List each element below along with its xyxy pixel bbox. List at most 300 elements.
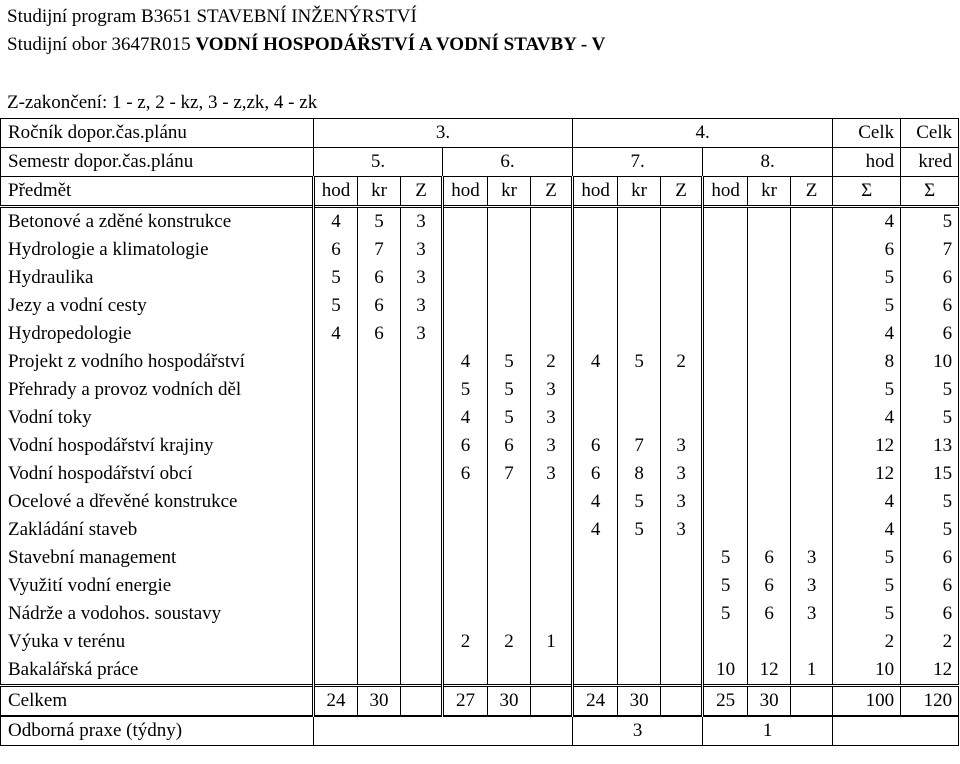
table-cell: 5 bbox=[358, 207, 401, 237]
table-cell bbox=[488, 656, 531, 686]
subject-total-hours: 12 bbox=[833, 432, 901, 460]
column-header-row bbox=[1, 177, 959, 207]
subject-total-hours: 5 bbox=[833, 292, 901, 320]
table-cell bbox=[791, 432, 833, 460]
sum-header: Σ bbox=[901, 177, 959, 207]
table-cell bbox=[531, 207, 573, 237]
table-cell: 3 bbox=[531, 432, 573, 460]
table-cell bbox=[573, 544, 618, 572]
table-cell: 3 bbox=[661, 460, 703, 488]
year-4: 4. bbox=[573, 119, 833, 148]
column-header-hod: hod bbox=[314, 177, 358, 207]
table-cell bbox=[618, 544, 661, 572]
subject-name: Bakalářská práce bbox=[1, 656, 314, 686]
study-plan-table bbox=[0, 118, 959, 746]
table-row bbox=[1, 376, 959, 404]
table-cell: 6 bbox=[443, 432, 488, 460]
table-cell bbox=[488, 544, 531, 572]
table-cell bbox=[618, 572, 661, 600]
subject-total-hours: 4 bbox=[833, 320, 901, 348]
table-cell bbox=[531, 572, 573, 600]
subject-total-hours: 4 bbox=[833, 488, 901, 516]
subject-name: Vodní hospodářství krajiny bbox=[1, 432, 314, 460]
year-3: 3. bbox=[314, 119, 573, 148]
table-cell bbox=[573, 572, 618, 600]
subject-name: Vodní hospodářství obcí bbox=[1, 460, 314, 488]
table-cell bbox=[488, 488, 531, 516]
subject-name: Hydrologie a klimatologie bbox=[1, 236, 314, 264]
table-cell bbox=[618, 404, 661, 432]
table-cell bbox=[661, 404, 703, 432]
completion-legend: Z-zakončení: 1 - z, 2 - kz, 3 - z,zk, 4 - zk bbox=[7, 92, 318, 113]
table-cell bbox=[703, 348, 748, 376]
subject-total-credits: 10 bbox=[901, 348, 959, 376]
total-cell: 30 bbox=[618, 686, 661, 717]
subject-total-hours: 4 bbox=[833, 207, 901, 237]
semester-7: 7. bbox=[573, 148, 703, 177]
column-header-z: Z bbox=[661, 177, 703, 207]
total-cell: 24 bbox=[573, 686, 618, 717]
subject-total-credits: 7 bbox=[901, 236, 959, 264]
table-cell: 1 bbox=[531, 628, 573, 656]
table-cell bbox=[358, 628, 401, 656]
table-cell bbox=[443, 207, 488, 237]
table-cell bbox=[791, 404, 833, 432]
table-cell bbox=[661, 628, 703, 656]
table-cell: 3 bbox=[401, 236, 443, 264]
column-header-hod: hod bbox=[573, 177, 618, 207]
column-header-hod: hod bbox=[703, 177, 748, 207]
table-cell bbox=[748, 516, 791, 544]
table-cell: 6 bbox=[488, 432, 531, 460]
table-cell bbox=[358, 488, 401, 516]
table-cell bbox=[791, 292, 833, 320]
subject-total-credits: 6 bbox=[901, 572, 959, 600]
table-cell bbox=[703, 264, 748, 292]
field-title bbox=[7, 34, 605, 56]
table-cell: 6 bbox=[748, 544, 791, 572]
table-cell bbox=[358, 544, 401, 572]
table-cell bbox=[703, 432, 748, 460]
table-cell bbox=[443, 572, 488, 600]
table-cell bbox=[314, 600, 358, 628]
table-cell: 4 bbox=[573, 348, 618, 376]
table-cell bbox=[531, 516, 573, 544]
practice-row-label: Odborná praxe (týdny) bbox=[1, 716, 314, 746]
semester-6: 6. bbox=[443, 148, 573, 177]
table-row bbox=[1, 432, 959, 460]
table-row bbox=[1, 236, 959, 264]
table-cell bbox=[358, 432, 401, 460]
table-cell bbox=[401, 544, 443, 572]
table-cell bbox=[531, 656, 573, 686]
table-cell bbox=[661, 320, 703, 348]
table-cell bbox=[703, 207, 748, 237]
table-cell bbox=[703, 460, 748, 488]
table-cell bbox=[791, 264, 833, 292]
total-credits-header-2: kred bbox=[901, 148, 959, 177]
subject-total-credits: 6 bbox=[901, 320, 959, 348]
table-cell bbox=[573, 404, 618, 432]
total-credits-header-1: Celk bbox=[901, 119, 959, 148]
subject-total-credits: 5 bbox=[901, 376, 959, 404]
table-cell bbox=[314, 460, 358, 488]
subject-total-hours: 2 bbox=[833, 628, 901, 656]
practice-semester-8: 1 bbox=[703, 716, 833, 746]
subject-total-hours: 5 bbox=[833, 572, 901, 600]
table-cell bbox=[618, 376, 661, 404]
table-cell bbox=[401, 600, 443, 628]
subject-name: Stavební management bbox=[1, 544, 314, 572]
table-cell bbox=[443, 516, 488, 544]
table-cell bbox=[618, 264, 661, 292]
table-cell bbox=[358, 516, 401, 544]
table-row bbox=[1, 544, 959, 572]
column-header-kr: kr bbox=[488, 177, 531, 207]
table-cell: 6 bbox=[358, 320, 401, 348]
table-cell bbox=[791, 488, 833, 516]
field-title-prefix: Studijní obor 3647R015 bbox=[7, 34, 196, 55]
subject-total-credits: 6 bbox=[901, 544, 959, 572]
table-cell bbox=[573, 236, 618, 264]
semester-row bbox=[1, 148, 959, 177]
table-cell bbox=[573, 656, 618, 686]
subject-total-credits: 6 bbox=[901, 264, 959, 292]
table-cell bbox=[531, 264, 573, 292]
subject-total-credits: 13 bbox=[901, 432, 959, 460]
table-cell bbox=[661, 656, 703, 686]
total-cell: 30 bbox=[358, 686, 401, 717]
table-cell bbox=[748, 488, 791, 516]
column-header-kr: kr bbox=[618, 177, 661, 207]
subject-name: Výuka v terénu bbox=[1, 628, 314, 656]
subject-name: Jezy a vodní cesty bbox=[1, 292, 314, 320]
subject-name: Přehrady a provoz vodních děl bbox=[1, 376, 314, 404]
table-cell: 4 bbox=[573, 516, 618, 544]
table-cell bbox=[358, 460, 401, 488]
table-cell: 3 bbox=[791, 572, 833, 600]
table-cell bbox=[401, 516, 443, 544]
table-cell bbox=[488, 236, 531, 264]
total-row-label: Celkem bbox=[1, 686, 314, 717]
table-cell: 2 bbox=[531, 348, 573, 376]
table-cell bbox=[401, 376, 443, 404]
table-cell bbox=[358, 572, 401, 600]
subject-total-credits: 5 bbox=[901, 207, 959, 237]
table-cell bbox=[314, 432, 358, 460]
table-cell bbox=[703, 488, 748, 516]
column-header-kr: kr bbox=[358, 177, 401, 207]
table-cell bbox=[358, 348, 401, 376]
table-cell bbox=[358, 600, 401, 628]
table-cell bbox=[618, 600, 661, 628]
table-cell bbox=[573, 207, 618, 237]
table-cell: 3 bbox=[531, 376, 573, 404]
subject-column-header: Předmět bbox=[1, 177, 314, 207]
table-cell bbox=[748, 460, 791, 488]
table-cell bbox=[748, 236, 791, 264]
table-cell: 5 bbox=[618, 516, 661, 544]
total-cell: 24 bbox=[314, 686, 358, 717]
table-cell bbox=[314, 488, 358, 516]
subject-total-credits: 5 bbox=[901, 488, 959, 516]
subject-name: Nádrže a vodohos. soustavy bbox=[1, 600, 314, 628]
table-cell bbox=[618, 236, 661, 264]
grand-total-hours: 100 bbox=[833, 686, 901, 717]
table-cell bbox=[661, 544, 703, 572]
total-hours-header-1: Celk bbox=[833, 119, 901, 148]
table-row bbox=[1, 348, 959, 376]
total-cell: 30 bbox=[748, 686, 791, 717]
table-cell: 5 bbox=[488, 376, 531, 404]
table-cell bbox=[748, 207, 791, 237]
subject-total-hours: 10 bbox=[833, 656, 901, 686]
table-cell bbox=[661, 207, 703, 237]
column-header-z: Z bbox=[791, 177, 833, 207]
table-cell bbox=[748, 432, 791, 460]
table-cell bbox=[531, 236, 573, 264]
table-cell: 3 bbox=[401, 207, 443, 237]
table-cell bbox=[618, 320, 661, 348]
total-row bbox=[1, 686, 959, 717]
table-cell bbox=[488, 320, 531, 348]
table-cell: 6 bbox=[314, 236, 358, 264]
table-cell bbox=[748, 292, 791, 320]
practice-row bbox=[1, 716, 959, 746]
table-cell: 5 bbox=[703, 572, 748, 600]
table-cell bbox=[703, 292, 748, 320]
table-cell bbox=[488, 292, 531, 320]
table-cell: 5 bbox=[618, 348, 661, 376]
subject-total-credits: 15 bbox=[901, 460, 959, 488]
table-cell bbox=[443, 320, 488, 348]
table-cell: 7 bbox=[618, 432, 661, 460]
table-cell bbox=[748, 376, 791, 404]
subject-name: Využití vodní energie bbox=[1, 572, 314, 600]
table-cell: 3 bbox=[531, 460, 573, 488]
table-cell: 5 bbox=[314, 292, 358, 320]
table-cell: 7 bbox=[358, 236, 401, 264]
subject-total-hours: 5 bbox=[833, 544, 901, 572]
subject-total-credits: 2 bbox=[901, 628, 959, 656]
table-cell: 4 bbox=[314, 320, 358, 348]
table-cell bbox=[661, 572, 703, 600]
table-cell bbox=[791, 460, 833, 488]
table-row bbox=[1, 404, 959, 432]
table-cell bbox=[401, 460, 443, 488]
table-cell bbox=[618, 628, 661, 656]
table-cell bbox=[791, 376, 833, 404]
table-row bbox=[1, 207, 959, 237]
table-cell: 12 bbox=[748, 656, 791, 686]
table-cell bbox=[314, 572, 358, 600]
table-cell: 3 bbox=[661, 488, 703, 516]
subject-total-hours: 4 bbox=[833, 404, 901, 432]
table-cell bbox=[573, 376, 618, 404]
table-cell bbox=[531, 600, 573, 628]
table-cell bbox=[401, 656, 443, 686]
subject-name: Zakládání staveb bbox=[1, 516, 314, 544]
program-title: Studijní program B3651 STAVEBNÍ INŽENÝRSTVÍ bbox=[7, 6, 417, 27]
subject-total-hours: 6 bbox=[833, 236, 901, 264]
table-cell bbox=[401, 488, 443, 516]
table-cell bbox=[531, 320, 573, 348]
year-row bbox=[1, 119, 959, 148]
table-cell bbox=[573, 320, 618, 348]
table-cell: 6 bbox=[748, 572, 791, 600]
total-cell bbox=[791, 686, 833, 717]
table-cell bbox=[314, 628, 358, 656]
column-header-hod: hod bbox=[443, 177, 488, 207]
table-cell bbox=[791, 348, 833, 376]
table-cell bbox=[661, 264, 703, 292]
table-cell bbox=[488, 600, 531, 628]
table-cell: 6 bbox=[358, 264, 401, 292]
table-cell bbox=[791, 516, 833, 544]
table-cell bbox=[791, 320, 833, 348]
table-row bbox=[1, 572, 959, 600]
table-cell: 6 bbox=[573, 432, 618, 460]
table-cell: 6 bbox=[573, 460, 618, 488]
table-cell: 4 bbox=[573, 488, 618, 516]
subject-total-hours: 8 bbox=[833, 348, 901, 376]
table-cell: 2 bbox=[443, 628, 488, 656]
table-cell bbox=[703, 516, 748, 544]
table-cell bbox=[618, 656, 661, 686]
table-cell: 3 bbox=[791, 544, 833, 572]
practice-empty-cell bbox=[314, 716, 573, 746]
table-cell bbox=[748, 264, 791, 292]
total-cell: 30 bbox=[488, 686, 531, 717]
table-cell: 3 bbox=[661, 432, 703, 460]
table-cell bbox=[573, 264, 618, 292]
table-cell bbox=[703, 404, 748, 432]
table-cell: 5 bbox=[703, 600, 748, 628]
semester-row-label: Semestr dopor.čas.plánu bbox=[1, 148, 314, 177]
table-cell bbox=[488, 264, 531, 292]
column-header-kr: kr bbox=[748, 177, 791, 207]
table-cell: 5 bbox=[488, 348, 531, 376]
subject-total-credits: 6 bbox=[901, 600, 959, 628]
table-cell bbox=[358, 656, 401, 686]
semester-5: 5. bbox=[314, 148, 443, 177]
subject-name: Betonové a zděné konstrukce bbox=[1, 207, 314, 237]
subject-total-hours: 5 bbox=[833, 264, 901, 292]
table-row bbox=[1, 320, 959, 348]
table-cell: 3 bbox=[401, 264, 443, 292]
table-cell bbox=[531, 292, 573, 320]
table-cell bbox=[791, 236, 833, 264]
field-title-name: VODNÍ HOSPODÁŘSTVÍ A VODNÍ STAVBY - V bbox=[195, 34, 606, 55]
table-cell bbox=[531, 488, 573, 516]
table-cell bbox=[488, 516, 531, 544]
table-cell: 1 bbox=[791, 656, 833, 686]
table-cell: 5 bbox=[618, 488, 661, 516]
table-cell: 7 bbox=[488, 460, 531, 488]
table-cell: 10 bbox=[703, 656, 748, 686]
column-header-z: Z bbox=[531, 177, 573, 207]
table-cell bbox=[314, 516, 358, 544]
table-cell bbox=[618, 207, 661, 237]
table-cell bbox=[401, 348, 443, 376]
table-cell: 3 bbox=[531, 404, 573, 432]
table-cell bbox=[703, 628, 748, 656]
table-cell bbox=[791, 628, 833, 656]
table-cell bbox=[661, 376, 703, 404]
table-cell: 4 bbox=[443, 348, 488, 376]
table-cell bbox=[401, 432, 443, 460]
table-cell bbox=[531, 544, 573, 572]
table-cell: 3 bbox=[661, 516, 703, 544]
subject-name: Vodní toky bbox=[1, 404, 314, 432]
table-cell bbox=[443, 656, 488, 686]
subject-name: Ocelové a dřevěné konstrukce bbox=[1, 488, 314, 516]
sum-header: Σ bbox=[833, 177, 901, 207]
table-cell: 8 bbox=[618, 460, 661, 488]
table-cell: 3 bbox=[401, 292, 443, 320]
subject-name: Projekt z vodního hospodářství bbox=[1, 348, 314, 376]
table-cell bbox=[443, 264, 488, 292]
table-cell bbox=[573, 628, 618, 656]
table-cell bbox=[791, 207, 833, 237]
table-cell bbox=[703, 320, 748, 348]
subject-name: Hydropedologie bbox=[1, 320, 314, 348]
table-cell bbox=[661, 292, 703, 320]
table-cell bbox=[443, 488, 488, 516]
table-cell bbox=[573, 292, 618, 320]
year-row-label: Ročník dopor.čas.plánu bbox=[1, 119, 314, 148]
table-cell: 2 bbox=[661, 348, 703, 376]
table-cell bbox=[748, 348, 791, 376]
subject-name: Hydraulika bbox=[1, 264, 314, 292]
table-cell: 3 bbox=[791, 600, 833, 628]
table-cell bbox=[401, 404, 443, 432]
practice-semester-7: 3 bbox=[573, 716, 703, 746]
table-cell bbox=[314, 656, 358, 686]
total-cell bbox=[661, 686, 703, 717]
subject-total-credits: 6 bbox=[901, 292, 959, 320]
table-row bbox=[1, 488, 959, 516]
table-cell bbox=[748, 404, 791, 432]
subject-total-hours: 5 bbox=[833, 600, 901, 628]
table-cell: 5 bbox=[488, 404, 531, 432]
table-cell bbox=[314, 348, 358, 376]
table-cell: 3 bbox=[401, 320, 443, 348]
table-row bbox=[1, 628, 959, 656]
table-cell bbox=[661, 600, 703, 628]
table-cell bbox=[358, 404, 401, 432]
table-row bbox=[1, 656, 959, 686]
table-cell bbox=[443, 236, 488, 264]
table-cell bbox=[703, 376, 748, 404]
semester-8: 8. bbox=[703, 148, 833, 177]
table-row bbox=[1, 292, 959, 320]
table-cell: 5 bbox=[443, 376, 488, 404]
table-cell bbox=[443, 544, 488, 572]
table-cell bbox=[358, 376, 401, 404]
table-cell: 5 bbox=[314, 264, 358, 292]
table-cell: 4 bbox=[443, 404, 488, 432]
subject-total-credits: 5 bbox=[901, 404, 959, 432]
table-cell bbox=[618, 292, 661, 320]
table-cell: 2 bbox=[488, 628, 531, 656]
table-row bbox=[1, 264, 959, 292]
grand-total-credits: 120 bbox=[901, 686, 959, 717]
table-cell bbox=[488, 207, 531, 237]
table-cell bbox=[488, 572, 531, 600]
subject-total-hours: 4 bbox=[833, 516, 901, 544]
total-cell bbox=[531, 686, 573, 717]
